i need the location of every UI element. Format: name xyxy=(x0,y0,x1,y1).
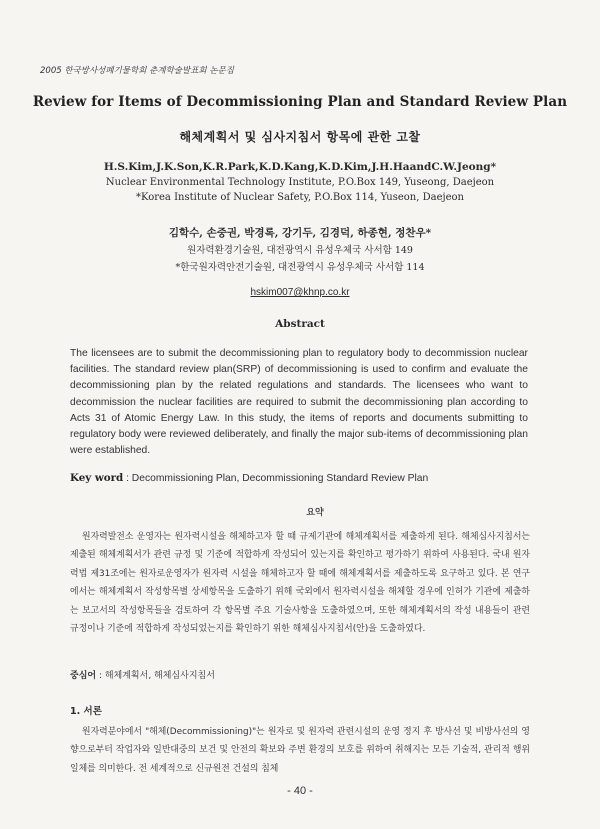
keywords-korean-label: 중심어 xyxy=(70,671,97,681)
affiliation-2-korean: *한국원자력안전기술원, 대전광역시 유성우체국 사서함 114 xyxy=(175,262,425,273)
affiliation-1-korean: 원자력환경기술원, 대전광역시 유성우체국 사서함 149 xyxy=(187,245,413,256)
paper-title-korean: 해체계획서 및 심사지침서 항목에 관한 고찰 xyxy=(179,130,421,144)
paper-title-english: Review for Items of Decommissioning Plan and Standard Review Plan xyxy=(32,94,568,110)
affiliation-1-english: Nuclear Environmental Technology Institute, P.O.Box 149, Yuseong, Daejeon xyxy=(105,177,495,188)
author-block-korean xyxy=(0,225,600,276)
keywords-text: : Decommissioning Plan, Decommissioning Standard Review Plan xyxy=(123,473,429,484)
summary-body-korean: 원자력발전소 운영자는 원자력시설을 해체하고자 할 때 규제기관에 해체계획서를 제출하게 된다. 해체심사지침서는 제출된 해체계획서가 관련 규정 및 기준에 적합하게 작성되어 있는지를 확인하고 평가하기 위하여 사용된다. 국내 원자력법 제31조에는 원자로운영자가 원자력 시설을 해체하고자 할 때에 해체계획서를 제출하도록 요구하고 있다. 본 연구에서는 해체계획서 작성항목별 상세항목을 도출하기 위해 국외에서 원자력시설을 해체할 경우에 인허가 기관에 제출하는 보고서의 작성항목들을 검토하여 각 항목별 주요 기술사항을 도출하였으며, 또한 해체계획서의 작성 내용들이 관련 규정이나 기준에 적합하게 작성되었는지를 확인하기 위한 해체심사지침서(안)을 도출하였다. xyxy=(70,532,530,635)
author-names-english: H.S.Kim,J.K.Son,K.R.Park,K.D.Kang,K.D.Kim,J.H.HaandC.W.Jeong* xyxy=(103,161,497,173)
section-heading-introduction: 1. 서론 xyxy=(70,706,102,717)
keywords-korean-text: : 해체계획서, 해체심사지침서 xyxy=(96,671,215,681)
keywords-label: Key word xyxy=(70,472,124,484)
author-block-english xyxy=(0,160,600,205)
keywords-korean xyxy=(70,668,215,681)
abstract-body: The licensees are to submit the decommissioning plan to regulatory body to decommission nuclear facilities. The standard review plan(SRP) of decommissioning is used to confirm and evaluate the decommissioning plan by the related regulations and standards. The licensees who want to decommission the nuclear facilities are required to submit the decommissioning plan according to Acts 31 of Atomic Energy Law. In this study, the items of reports and documents submitting to regulatory body were reviewed deliberately, and finally the major sub-items of decommissioning plan were established. xyxy=(70,348,528,457)
author-names-korean: 김학수, 손중권, 박경록, 강기두, 김경덕, 하종현, 정찬우* xyxy=(168,227,432,239)
proceedings-header: 2005 한국방사성폐기물학회 춘계학술발표회 논문집 xyxy=(40,66,234,76)
summary-heading-korean: 요약 xyxy=(306,508,324,518)
keywords-english xyxy=(70,472,428,484)
abstract-heading: Abstract xyxy=(275,318,325,330)
affiliation-2-english: *Korea Institute of Nuclear Safety, P.O.Box 114, Yuseon, Daejeon xyxy=(136,192,464,203)
introduction-body: 원자력분야에서 "해체(Decommissioning)"는 원자로 및 원자력 관련시설의 운영 정지 후 방사선 및 비방사선의 영향으로부터 작업자와 일반대중의 보건 및 안전의 확보와 주변 환경의 보호를 위하여 취해지는 모든 기술적, 관리적 행위 일체를 의미한다. 전 세계적으로 신규원전 건설의 침체 xyxy=(70,727,530,774)
author-email-link[interactable]: hskim007@khnp.co.kr xyxy=(250,287,350,298)
page-number: - 40 - xyxy=(287,785,313,797)
